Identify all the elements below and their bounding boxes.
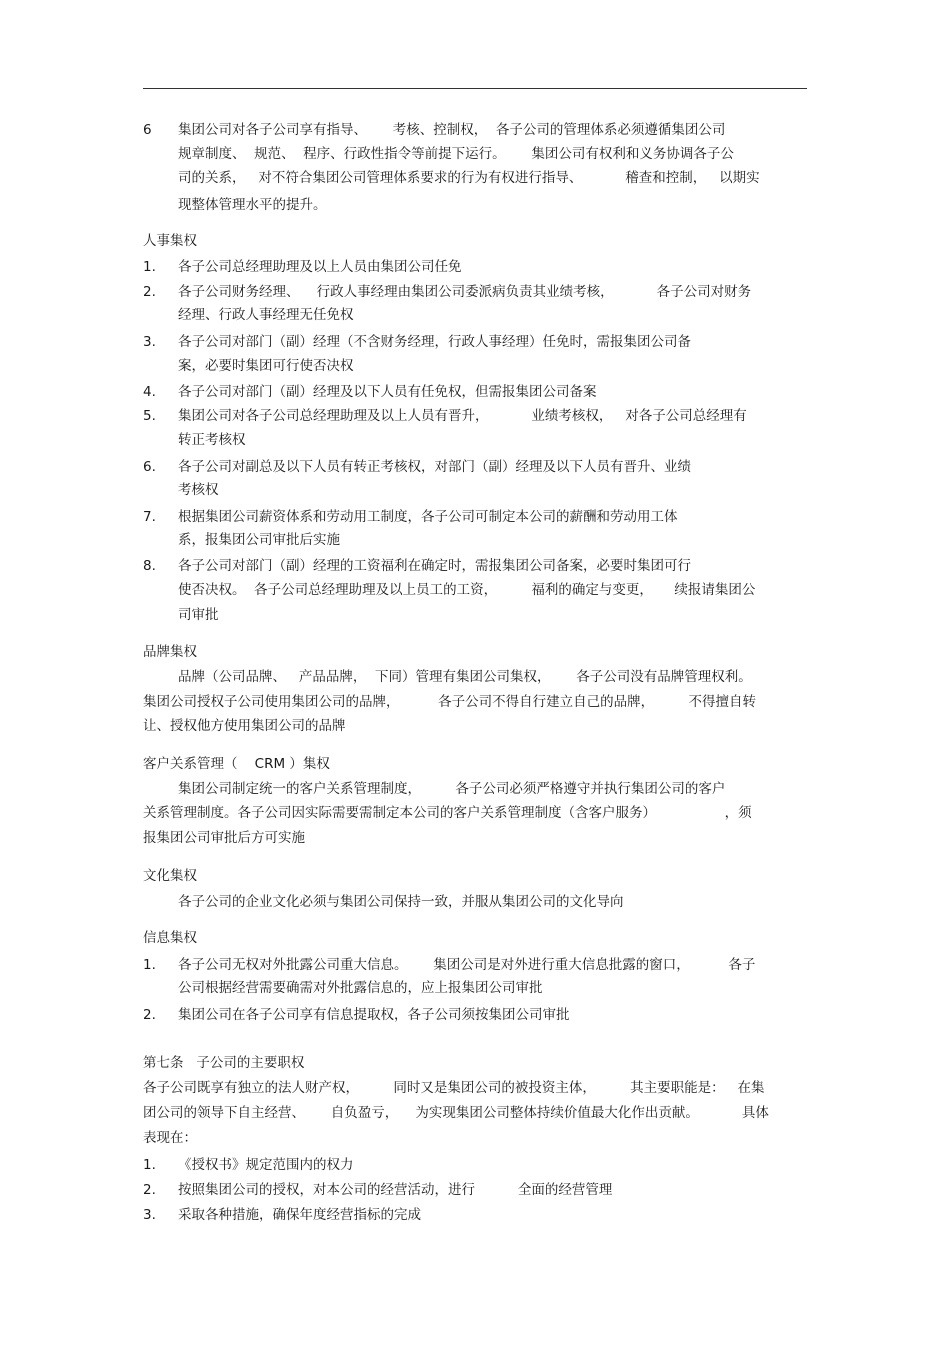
list-item-text: 各子公司对部门（副）经理（不含财务经理，行政人事经理）任免时，需报集团公司备 bbox=[178, 334, 691, 350]
article-6-line: 集团公司对各子公司享有指导、 考核、控制权， 各子公司的管理体系必须遵循集团公司 bbox=[178, 122, 726, 138]
paragraph-line: 各子公司既享有独立的法人财产权， 同时又是集团公司的被投资主体， 其主要职能是： 在集 bbox=[143, 1080, 765, 1096]
article-6-number: 6 bbox=[143, 122, 152, 138]
paragraph-line: 各子公司的企业文化必须与集团公司保持一致，并服从集团公司的文化导向 bbox=[178, 894, 624, 910]
list-item-number: 1. bbox=[143, 957, 156, 973]
list-item-text: 案，必要时集团可行使否决权 bbox=[178, 358, 354, 374]
paragraph-line: 报集团公司审批后方可实施 bbox=[143, 830, 305, 846]
list-item-text: 使否决权。 各子公司总经理助理及以上员工的工资， 福利的确定与变更， 续报请集团公 bbox=[178, 582, 756, 598]
list-item-text: 转正考核权 bbox=[178, 432, 246, 448]
section-heading-culture: 文化集权 bbox=[143, 868, 197, 884]
list-item-text: 采取各种措施，确保年度经营指标的完成 bbox=[178, 1207, 421, 1223]
list-item-text: 根据集团公司薪资体系和劳动用工制度，各子公司可制定本公司的薪酬和劳动用工体 bbox=[178, 509, 678, 525]
list-item-number: 2. bbox=[143, 284, 156, 300]
list-item-text: 各子公司总经理助理及以上人员由集团公司任免 bbox=[178, 259, 462, 275]
list-item-number: 5. bbox=[143, 408, 156, 424]
list-item-text: 考核权 bbox=[178, 482, 219, 498]
list-item-text: 各子公司无权对外批露公司重大信息。 集团公司是对外进行重大信息批露的窗口， 各子 bbox=[178, 957, 756, 973]
paragraph-line: 让、授权他方使用集团公司的品牌 bbox=[143, 718, 346, 734]
section-heading-hr: 人事集权 bbox=[143, 233, 197, 249]
article-7-heading: 第七条 子公司的主要职权 bbox=[143, 1055, 305, 1071]
list-item-number: 8. bbox=[143, 558, 156, 574]
section-heading-brand: 品牌集权 bbox=[143, 644, 197, 660]
list-item-number: 4. bbox=[143, 384, 156, 400]
list-item-text: 经理、行政人事经理无任免权 bbox=[178, 307, 354, 323]
list-item-text: 公司根据经营需要确需对外批露信息的，应上报集团公司审批 bbox=[178, 980, 543, 996]
list-item-text: 司审批 bbox=[178, 607, 219, 623]
list-item-number: 3. bbox=[143, 334, 156, 350]
paragraph-line: 集团公司制定统一的客户关系管理制度， 各子公司必须严格遵守并执行集团公司的客户 bbox=[178, 781, 726, 797]
paragraph-line: 集团公司授权子公司使用集团公司的品牌， 各子公司不得自行建立自己的品牌， 不得擅自转 bbox=[143, 694, 756, 710]
list-item-number: 1. bbox=[143, 259, 156, 275]
list-item-text: 按照集团公司的授权，对本公司的经营活动，进行 全面的经营管理 bbox=[178, 1182, 613, 1198]
list-item-number: 3. bbox=[143, 1207, 156, 1223]
list-item-text: 各子公司对部门（副）经理的工资福利在确定时，需报集团公司备案，必要时集团可行 bbox=[178, 558, 691, 574]
paragraph-line: 品牌（公司品牌、 产品品牌， 下同）管理有集团公司集权， 各子公司没有品牌管理权利。 bbox=[178, 669, 752, 685]
list-item-text: 各子公司对副总及以下人员有转正考核权，对部门（副）经理及以下人员有晋升、业绩 bbox=[178, 459, 691, 475]
article-6-line: 现整体管理水平的提升。 bbox=[178, 197, 327, 213]
list-item-number: 7. bbox=[143, 509, 156, 525]
paragraph-line: 团公司的领导下自主经营、 自负盈亏， 为实现集团公司整体持续价值最大化作出贡献。 具体 bbox=[143, 1105, 769, 1121]
paragraph-line: 关系管理制度。各子公司因实际需要需制定本公司的客户关系管理制度（含客户服务） ，须 bbox=[143, 805, 752, 821]
list-item-number: 1. bbox=[143, 1157, 156, 1173]
paragraph-line: 表现在： bbox=[143, 1130, 197, 1146]
section-heading-crm: 客户关系管理（ CRM ）集权 bbox=[143, 756, 330, 772]
list-item-text: 《授权书》规定范围内的权力 bbox=[178, 1157, 354, 1173]
header-rule bbox=[143, 88, 807, 89]
list-item-number: 2. bbox=[143, 1007, 156, 1023]
article-6-line: 司的关系， 对不符合集团公司管理体系要求的行为有权进行指导、 稽查和控制， 以期实 bbox=[178, 170, 760, 186]
section-heading-info: 信息集权 bbox=[143, 930, 197, 946]
list-item-text: 各子公司财务经理、 行政人事经理由集团公司委派病负责其业绩考核， 各子公司对财务 bbox=[178, 284, 752, 300]
list-item-number: 6. bbox=[143, 459, 156, 475]
list-item-number: 2. bbox=[143, 1182, 156, 1198]
list-item-text: 集团公司在各子公司享有信息提取权，各子公司须按集团公司审批 bbox=[178, 1007, 570, 1023]
list-item-text: 各子公司对部门（副）经理及以下人员有任免权，但需报集团公司备案 bbox=[178, 384, 597, 400]
list-item-text: 集团公司对各子公司总经理助理及以上人员有晋升， 业绩考核权， 对各子公司总经理有 bbox=[178, 408, 747, 424]
list-item-text: 系，报集团公司审批后实施 bbox=[178, 532, 340, 548]
article-6-line: 规章制度、 规范、 程序、行政性指令等前提下运行。 集团公司有权利和义务协调各子公 bbox=[178, 146, 734, 162]
